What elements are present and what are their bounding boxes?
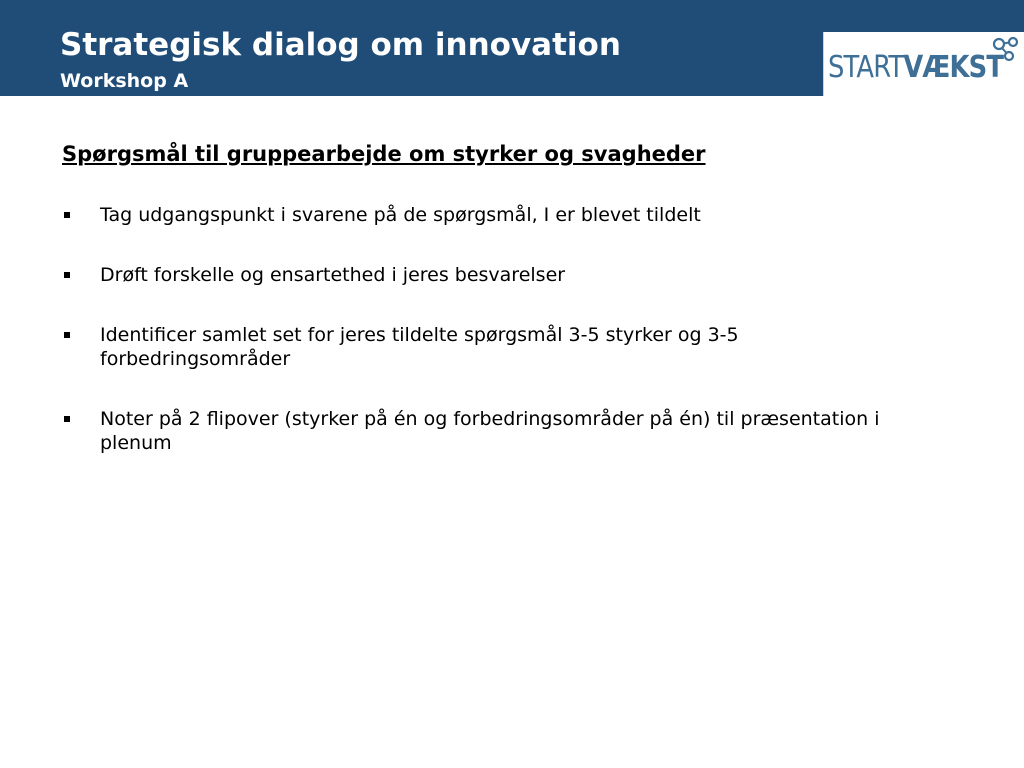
- logo-wordmark-vaekst: VÆKST: [903, 50, 1004, 85]
- logo-wordmark: [828, 51, 1003, 85]
- slide-content: [62, 140, 942, 454]
- bullet-text: Tag udgangspunkt i svarene på de spørgsmål, I er blevet tildelt: [100, 204, 701, 226]
- bullet-item: [62, 263, 912, 287]
- logo-wordmark-start: START: [828, 50, 904, 85]
- square-bullet-icon: [64, 272, 70, 278]
- square-bullet-icon: [64, 212, 70, 218]
- startvaekst-logo: [823, 32, 1024, 96]
- slide-subtitle: Workshop A: [60, 70, 189, 92]
- square-bullet-icon: [64, 332, 70, 338]
- linked-circles-icon: [987, 34, 1023, 70]
- square-bullet-icon: [64, 416, 70, 422]
- bullet-item: [62, 323, 912, 371]
- content-heading: Spørgsmål til gruppearbejde om styrker og svagheder: [62, 142, 706, 166]
- header-band: [0, 0, 1024, 96]
- bullet-text: Identificer samlet set for jeres tildelte spørgsmål 3-5 styrker og 3-5 forbedringsområder: [100, 324, 739, 370]
- bullet-item: [62, 203, 912, 227]
- bullet-text: Noter på 2 flipover (styrker på én og forbedringsområder på én) til præsentation i plenum: [100, 408, 880, 454]
- bullet-item: [62, 407, 912, 455]
- bullet-text: Drøft forskelle og ensartethed i jeres besvarelser: [100, 264, 566, 286]
- slide-title: Strategisk dialog om innovation: [60, 27, 621, 63]
